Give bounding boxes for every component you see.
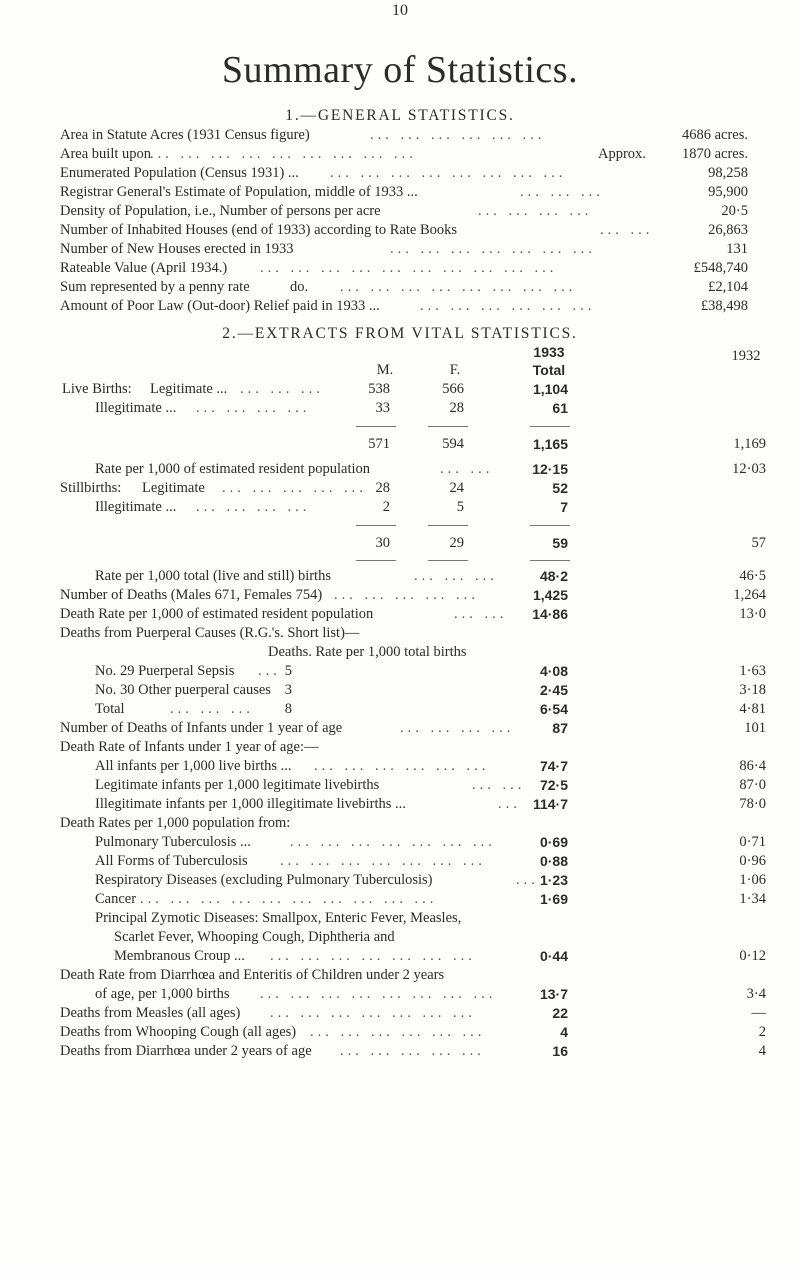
- cell-1932: 1,169: [733, 436, 766, 452]
- leader-dots: ... ... ... ... ...: [222, 480, 367, 496]
- cell-1932: 0·71: [739, 834, 766, 850]
- leader-dots: ... ... ...: [520, 184, 604, 200]
- leader-dots: ... ...: [600, 222, 654, 238]
- cell-total: 1,165: [532, 436, 568, 452]
- cell-deaths: 5: [284, 663, 292, 679]
- cell-1932: 2: [758, 1024, 766, 1040]
- divider: [530, 525, 570, 526]
- leader-dots: ... ... ... ... ...: [334, 587, 479, 603]
- ditto-mark: do.: [290, 279, 309, 295]
- leader-dots: ...: [258, 663, 281, 679]
- row-label: Rate per 1,000 of estimated resident population: [95, 461, 371, 477]
- row-value: £38,498: [700, 298, 748, 314]
- leader-dots: ... ... ... ...: [196, 499, 311, 515]
- cell-1932: 4·81: [739, 701, 766, 717]
- diarrhoea-line-2: of age, per 1,000 births: [95, 986, 230, 1002]
- cell-f: 24: [449, 480, 464, 496]
- row-label: Respiratory Diseases (excluding Pulmonary Tuberculosis): [95, 872, 433, 888]
- divider: [530, 560, 570, 561]
- cell-m: 571: [368, 436, 390, 452]
- leader-dots: ... ... ... ... ... ... ...: [270, 948, 476, 964]
- zymotic-line-1: Principal Zymotic Diseases: Smallpox, Enteric Fever, Measles,: [95, 910, 462, 926]
- cell-1933: 22: [552, 1005, 568, 1021]
- row-label: Enumerated Population (Census 1931) ...: [60, 165, 299, 181]
- row-value: 20·5: [721, 203, 748, 219]
- cell-total: 7: [560, 499, 568, 515]
- divider: [428, 525, 468, 526]
- leader-dots: ... ... ... ... ... ... ... ... ... ...: [140, 891, 438, 907]
- row-label: Pulmonary Tuberculosis ...: [95, 834, 251, 850]
- cell-1932: 78·0: [739, 796, 766, 812]
- divider: [356, 426, 396, 427]
- row-label: Total: [95, 701, 125, 717]
- cell-1933: 4: [560, 1024, 568, 1040]
- section-heading-general: 1.—GENERAL STATISTICS.: [285, 107, 515, 124]
- row-label: Deaths from Diarrhœa under 2 years of age: [60, 1043, 312, 1059]
- col-header-1933: 1933: [533, 344, 565, 360]
- cell-1932: 0·12: [739, 948, 766, 964]
- row-label: Legitimate ...: [150, 381, 228, 397]
- cell-1932: 3·18: [739, 682, 766, 698]
- row-label: Number of New Houses erected in 1933: [60, 241, 294, 257]
- cell-1933: 13·7: [539, 986, 568, 1002]
- divider: [428, 426, 468, 427]
- leader-dots: ... ... ... ... ... ... ... ...: [330, 165, 567, 181]
- row-label: Amount of Poor Law (Out-door) Relief paid in 1933 ...: [60, 298, 380, 314]
- leader-dots: ... ... ... ... ... ...: [420, 298, 596, 314]
- row-label: Illegitimate ...: [95, 499, 177, 515]
- row-label: Number of Inhabited Houses (end of 1933) according to Rate Books: [60, 222, 458, 238]
- live-births-label: Live Births:: [62, 381, 132, 397]
- cell-total: 59: [552, 535, 568, 551]
- row-label: Area built upon: [60, 146, 152, 162]
- cell-1933: 6·54: [539, 701, 568, 717]
- row-value: 26,863: [708, 222, 748, 238]
- death-rates-label: Death Rates per 1,000 population from:: [60, 815, 291, 831]
- row-value: 98,258: [708, 165, 748, 181]
- divider: [356, 560, 396, 561]
- approx-label: Approx.: [598, 146, 646, 162]
- cell-f: 28: [449, 400, 464, 416]
- row-label: No. 29 Puerperal Sepsis: [95, 663, 235, 679]
- page-title: Summary of Statistics.: [221, 49, 579, 91]
- row-label: Cancer: [95, 891, 137, 907]
- cell-1933: 0·88: [539, 853, 568, 869]
- cell-f: 29: [449, 535, 464, 551]
- col-header-total: Total: [532, 362, 566, 378]
- row-label: Legitimate: [142, 480, 205, 496]
- cell-deaths: 3: [284, 682, 292, 698]
- row-label: Registrar General's Estimate of Population, middle of 1933 ...: [60, 184, 418, 200]
- cell-1933: 1,425: [532, 587, 568, 603]
- cell-f: 5: [456, 499, 464, 515]
- diarrhoea-line-1: Death Rate from Diarrhœa and Enteritis of Children under 2 years: [60, 967, 445, 983]
- infant-rate-label: Death Rate of Infants under 1 year of age:—: [60, 739, 319, 755]
- page-number: 10: [392, 2, 408, 19]
- cell-1932: 13·0: [739, 606, 766, 622]
- leader-dots: ... ...: [440, 461, 494, 477]
- cell-1932: 57: [751, 535, 766, 551]
- cell-1932: 46·5: [739, 568, 766, 584]
- cell-1932: 87·0: [739, 777, 766, 793]
- cell-1933: 14·86: [532, 606, 568, 622]
- cell-1932: 1·34: [739, 891, 766, 907]
- row-label: Rate per 1,000 total (live and still) births: [95, 568, 331, 584]
- leader-dots: ... ... ... ... ... ...: [370, 127, 546, 143]
- row-label: Illegitimate ...: [95, 400, 177, 416]
- cell-m: 30: [375, 535, 390, 551]
- cell-1932: 101: [744, 720, 766, 736]
- row-value: 131: [726, 241, 748, 257]
- leader-dots: ... ... ... ... ... ... ... ... ... ...: [260, 260, 558, 276]
- row-label: Illegitimate infants per 1,000 illegitimate livebirths ...: [95, 796, 406, 812]
- zymotic-line-3: Membranous Croup ...: [114, 948, 245, 964]
- cell-1932: —: [751, 1005, 766, 1021]
- stillbirths-label: Stillbirths:: [60, 480, 122, 496]
- leader-dots: ... ... ... ... ... ... ... ...: [260, 986, 497, 1002]
- cell-f: 594: [442, 436, 464, 452]
- row-label: Death Rate per 1,000 of estimated resident population: [60, 606, 374, 622]
- divider: [530, 426, 570, 427]
- leader-dots: ... ... ... ... ... ... ...: [290, 834, 496, 850]
- cell-m: 33: [375, 400, 390, 416]
- col-header-1932: 1932: [731, 348, 761, 364]
- leader-dots: ... ... ...: [170, 701, 254, 717]
- row-label: Deaths from Measles (all ages): [60, 1005, 241, 1021]
- leader-dots: ... ... ... ...: [478, 203, 593, 219]
- cell-1933: 1·69: [539, 891, 568, 907]
- leader-dots: ... ... ... ...: [196, 400, 311, 416]
- leader-dots: ... ... ... ... ... ... ...: [270, 1005, 476, 1021]
- row-label: Number of Deaths (Males 671, Females 754): [60, 587, 323, 603]
- cell-1933: 4·08: [539, 663, 568, 679]
- leader-dots: ... ... ... ... ... ... ...: [390, 241, 596, 257]
- cell-1933: 72·5: [539, 777, 568, 793]
- cell-1933: 0·44: [539, 948, 568, 964]
- row-value: £548,740: [693, 260, 748, 276]
- cell-1932: 12·03: [732, 461, 766, 477]
- leader-dots: ... ... ... ... ... ...: [310, 1024, 486, 1040]
- cell-total: 52: [552, 480, 568, 496]
- row-label: No. 30 Other puerperal causes: [95, 682, 271, 698]
- section-heading-vital: 2.—EXTRACTS FROM VITAL STATISTICS.: [222, 325, 578, 342]
- row-label: Area in Statute Acres (1931 Census figure): [60, 127, 310, 143]
- leader-dots: ... ... ... ... ...: [340, 1043, 485, 1059]
- cell-m: 538: [368, 381, 390, 397]
- divider: [428, 560, 468, 561]
- row-label: Rateable Value (April 1934.): [60, 260, 228, 276]
- row-label: Sum represented by a penny rate: [60, 279, 250, 295]
- row-label: All Forms of Tuberculosis: [95, 853, 248, 869]
- cell-total: 1,104: [532, 381, 568, 397]
- divider: [356, 525, 396, 526]
- cell-1932: 3·4: [746, 986, 766, 1002]
- cell-deaths: 8: [284, 701, 292, 717]
- row-label: Deaths from Whooping Cough (all ages): [60, 1024, 297, 1040]
- col-header-f: F.: [449, 362, 461, 378]
- row-value: 95,900: [708, 184, 748, 200]
- leader-dots: ... ... ... ... ... ... ... ... ...: [150, 146, 417, 162]
- cell-1933: 1·23: [539, 872, 568, 888]
- cell-1933: 16: [552, 1043, 568, 1059]
- leader-dots: ... ... ... ... ... ...: [314, 758, 490, 774]
- cell-1932: 1·63: [739, 663, 766, 679]
- leader-dots: ... ...: [472, 777, 526, 793]
- row-value: 1870 acres.: [681, 146, 748, 162]
- cell-1933: 87: [552, 720, 568, 736]
- puerperal-label: Deaths from Puerperal Causes (R.G.'s. Short list)—: [60, 625, 360, 641]
- puerperal-subheader: Deaths. Rate per 1,000 total births: [268, 644, 467, 660]
- cell-1932: 1,264: [733, 587, 766, 603]
- cell-1933: 0·69: [539, 834, 568, 850]
- row-label: Density of Population, i.e., Number of persons per acre: [60, 203, 381, 219]
- zymotic-line-2: Scarlet Fever, Whooping Cough, Diphtheria and: [114, 929, 395, 945]
- leader-dots: ... ... ... ... ... ... ... ...: [340, 279, 577, 295]
- leader-dots: ...: [498, 796, 521, 812]
- leader-dots: ... ... ...: [240, 381, 324, 397]
- leader-dots: ... ... ... ... ... ... ...: [280, 853, 486, 869]
- cell-1933: 114·7: [532, 796, 568, 812]
- cell-total: 61: [552, 400, 568, 416]
- row-value: £2,104: [708, 279, 748, 295]
- cell-m: 2: [382, 499, 390, 515]
- col-header-m: M.: [376, 362, 394, 378]
- cell-1932: 86·4: [739, 758, 766, 774]
- cell-1932: 0·96: [739, 853, 766, 869]
- row-label: All infants per 1,000 live births ...: [95, 758, 292, 774]
- leader-dots: ...: [516, 872, 539, 888]
- leader-dots: ... ...: [454, 606, 508, 622]
- cell-1933: 2·45: [539, 682, 568, 698]
- cell-1932: 4: [758, 1043, 766, 1059]
- row-value: 4686 acres.: [681, 127, 748, 143]
- row-label: Number of Deaths of Infants under 1 year of age: [60, 720, 343, 736]
- leader-dots: ... ... ... ...: [400, 720, 515, 736]
- cell-1933: 48·2: [539, 568, 568, 584]
- cell-1933: 74·7: [539, 758, 568, 774]
- cell-f: 566: [442, 381, 464, 397]
- leader-dots: ... ... ...: [414, 568, 498, 584]
- cell-1932: 1·06: [739, 872, 766, 888]
- cell-1933: 12·15: [532, 461, 568, 477]
- cell-m: 28: [375, 480, 390, 496]
- row-label: Legitimate infants per 1,000 legitimate livebirths: [95, 777, 380, 793]
